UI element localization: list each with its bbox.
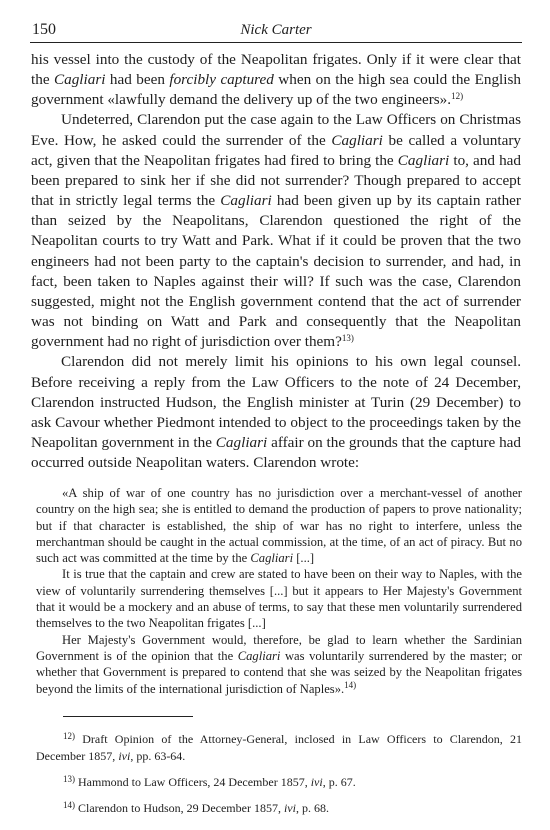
quote-paragraph-1: «A ship of war of one country has no jurisdiction over a merchant-vessel of another country on the high sea; she is entitled to demand the production of papers to prove nationality; but if that character is established, the ship of war has no right to interfere, unless the merchantman should be caught in the actual commission, at the time, of an act of piracy. But no such act was committed at the time by the Cagliari [...] [36,486,522,566]
page-number: 150 [32,21,56,38]
paragraph-1: his vessel into the custody of the Neapolitan frigates. Only if it were clear that the Cagliari had been forcibly captured when on the high sea could the English government «lawfully demand the delivery up of the two engineers».$^{12)}$ [31,51,521,109]
body-text [31,50,521,473]
block-quote [36,485,522,697]
footnote-ref-14: 14) [344,679,357,690]
quote-paragraph-3: Her Majesty's Government would, therefore, be glad to learn whether the Sardinian Government is of the opinion that the Cagliari was voluntarily surrendered by the master; or whether that Government is prepared to contend that she was seized by the Neapolitan frigates beyond the limits of the international jurisdiction of Naples».$^{14)}$ [36,632,522,696]
footnotes [36,728,522,823]
footnote-12: $^{12)}$ Draft Opinion of the Attorney-General, inclosed in Law Officers to Clarendon, 21 December 1857, ivi, pp. 63-64. [36,731,523,763]
footnote-14: $^{14)}$ Clarendon to Hudson, 29 December 1857, ivi, p. 68. [63,800,329,815]
paragraph-3: Clarendon did not merely limit his opinions to his own legal counsel. Before receiving a reply from the Law Officers to the note of 24 December, Clarendon instructed Hudson, the English minister at Turin (29 December) to ask Cavour whether Piedmont intended to object to the proceedings taken by the Neapolitan government in the Cagliari affair on the grounds that the capture had occurred outside Neapolitan waters. Clarendon wrote: [31,353,521,472]
footnote-ref-12: 12) [451,91,464,102]
running-title: Nick Carter [240,22,312,38]
page-header [30,20,522,43]
paragraph-2: Undeterred, Clarendon put the case again to the Law Officers on Christmas Eve. How, he asked could the surrender of the Cagliari be called a voluntary act, given that the Neapolitan frigates had fired to bring the Cagliari to, and had been prepared to sink her if she did not surrender? Though prepared to accept that in strictly legal terms the Cagliari had been given up by its captain rather than seized by the Neapolitans, Clarendon questioned the right of the Neapolitan courts to try Watt and Park. What if it could be proven that the two engineers had not been party to the captain's decision to surrender, and had, in fact, been taken to Naples against their will? If such was the case, Clarendon suggested, might not the English government contend that the act of surrender was not binding on Watt and Park and consequently that the Neapolitan government had no right of jurisdiction over them?$^{13)}$ [31,111,522,351]
quote-paragraph-2: It is true that the captain and crew are stated to have been on their way to Naples, with the view of voluntarily surrendering themselves [...] but it appears to Her Majesty's Government that it would be a mockery and an abuse of terms, to say that these men voluntarily surrendered themselves to the two Neapolitan frigates [...] [36,567,522,631]
footnote-13: $^{13)}$ Hammond to Law Officers, 24 December 1857, ivi, p. 67. [63,774,356,789]
footnote-rule [63,716,193,717]
footnote-ref-13: 13) [341,333,354,344]
